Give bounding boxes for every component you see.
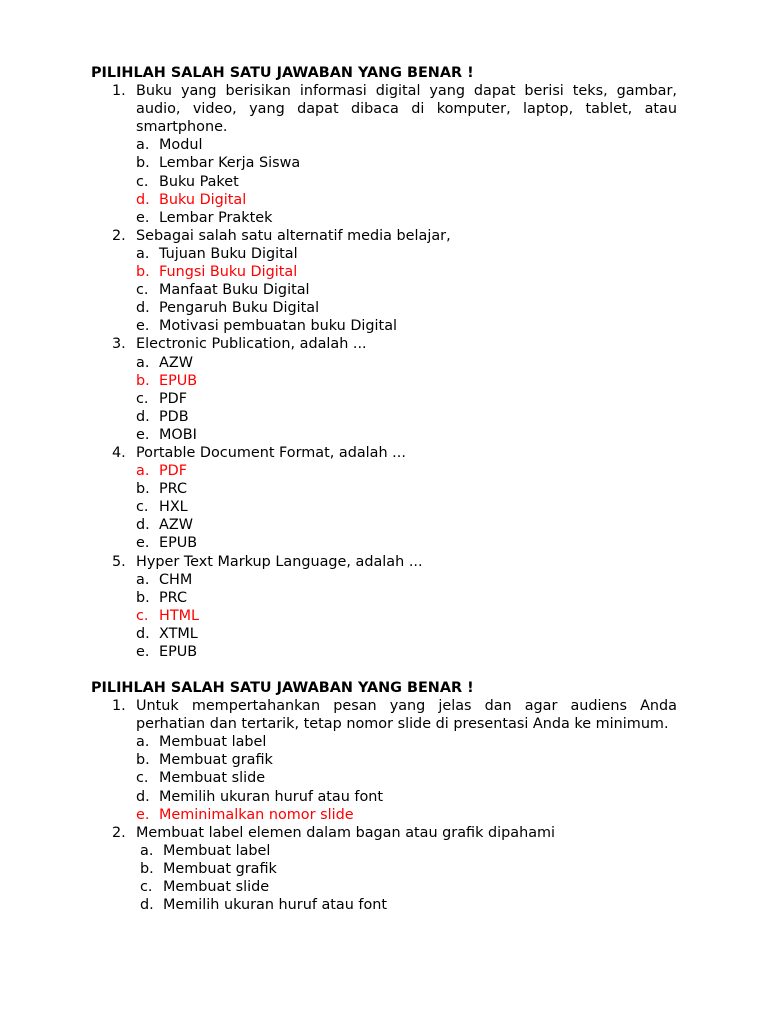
option-letter: d. bbox=[140, 897, 154, 914]
option-list bbox=[136, 462, 677, 552]
option-text: Motivasi pembuatan buku Digital bbox=[159, 318, 398, 335]
option-letter: d. bbox=[136, 408, 150, 425]
question-text: Electronic Publication, adalah ... bbox=[136, 336, 367, 353]
option-text: PRC bbox=[159, 481, 188, 498]
option-letter: c. bbox=[140, 879, 153, 896]
option-a bbox=[136, 245, 677, 263]
option-text: Manfaat Buku Digital bbox=[159, 282, 310, 299]
question-2 bbox=[91, 824, 677, 914]
option-letter: b. bbox=[136, 264, 150, 281]
option-letter: d. bbox=[136, 300, 150, 317]
option-d bbox=[136, 788, 677, 806]
option-letter: e. bbox=[136, 426, 150, 443]
question-1 bbox=[91, 697, 677, 824]
option-b bbox=[136, 480, 677, 498]
option-text: HTML bbox=[159, 607, 200, 624]
option-letter: d. bbox=[136, 191, 150, 208]
option-e bbox=[136, 317, 677, 335]
option-letter: a. bbox=[136, 137, 150, 154]
question-text: Sebagai salah satu alternatif media belajar, bbox=[136, 227, 451, 244]
option-text: Modul bbox=[159, 137, 203, 154]
option-b bbox=[140, 860, 677, 878]
option-letter: e. bbox=[136, 644, 150, 660]
option-list bbox=[136, 571, 677, 661]
option-text: Lembar Praktek bbox=[159, 209, 273, 226]
option-letter: b. bbox=[136, 372, 150, 389]
option-text: PDB bbox=[159, 408, 189, 425]
option-text: Buku Digital bbox=[159, 191, 247, 208]
question-text: Hyper Text Markup Language, adalah ... bbox=[136, 553, 423, 570]
option-letter: a. bbox=[136, 463, 150, 480]
option-letter: c. bbox=[136, 607, 149, 624]
option-text: Buku Paket bbox=[159, 173, 239, 190]
option-b bbox=[136, 372, 677, 390]
option-text: Meminimalkan nomor slide bbox=[159, 806, 354, 823]
option-c bbox=[136, 498, 677, 516]
question-number: 2. bbox=[112, 227, 126, 244]
question-text: Buku yang berisikan informasi digital yang dapat berisi teks, gambar, audio, video, yang dapat dibaca di komputer, laptop, tablet, atau smartphone. bbox=[136, 83, 677, 136]
option-e bbox=[136, 534, 677, 552]
option-b bbox=[136, 154, 677, 172]
option-letter: e. bbox=[136, 806, 150, 823]
option-text: Pengaruh Buku Digital bbox=[159, 300, 320, 317]
option-a bbox=[136, 733, 677, 751]
option-text: AZW bbox=[159, 354, 193, 371]
question-2 bbox=[91, 227, 677, 336]
question-text: Portable Document Format, adalah ... bbox=[136, 444, 406, 461]
option-text: PDF bbox=[159, 463, 188, 480]
option-text: PRC bbox=[159, 589, 188, 606]
option-d bbox=[136, 299, 677, 317]
question-number: 1. bbox=[112, 83, 126, 100]
option-a bbox=[136, 354, 677, 372]
option-text: XTML bbox=[159, 625, 198, 642]
option-letter: b. bbox=[140, 860, 154, 877]
option-letter: e. bbox=[136, 318, 150, 335]
option-letter: b. bbox=[136, 155, 150, 172]
option-text: Memilih ukuran huruf atau font bbox=[163, 897, 388, 914]
option-d bbox=[140, 896, 677, 914]
option-text: PDF bbox=[159, 390, 188, 407]
option-text: Lembar Kerja Siswa bbox=[159, 155, 301, 172]
option-e bbox=[136, 209, 677, 227]
option-letter: d. bbox=[136, 517, 150, 534]
option-letter: c. bbox=[136, 173, 149, 190]
option-text: EPUB bbox=[159, 535, 198, 552]
question-4 bbox=[91, 444, 677, 553]
question-text: Untuk mempertahankan pesan yang jelas dan agar audiens Anda perhatian dan tertarik, tetap nomor slide di presentasi Anda ke minimum. bbox=[136, 698, 677, 733]
question-number: 2. bbox=[112, 824, 126, 841]
option-e bbox=[136, 426, 677, 444]
option-a bbox=[140, 842, 677, 860]
option-letter: a. bbox=[136, 734, 150, 751]
option-letter: c. bbox=[136, 390, 149, 407]
option-text: AZW bbox=[159, 517, 193, 534]
option-b bbox=[136, 263, 677, 281]
option-c bbox=[136, 607, 677, 625]
option-letter: a. bbox=[136, 245, 150, 262]
section-title: PILIHLAH SALAH SATU JAWABAN YANG BENAR ! bbox=[91, 680, 474, 696]
question-number: 3. bbox=[112, 336, 126, 353]
option-letter: d. bbox=[136, 625, 150, 642]
question-1 bbox=[91, 82, 677, 227]
question-number: 1. bbox=[112, 698, 126, 715]
option-e bbox=[136, 806, 677, 824]
option-b bbox=[136, 751, 677, 769]
option-c bbox=[136, 281, 677, 299]
option-letter: c. bbox=[136, 770, 149, 787]
option-a bbox=[136, 136, 677, 154]
option-c bbox=[136, 173, 677, 191]
option-letter: a. bbox=[136, 571, 150, 588]
option-text: Memilih ukuran huruf atau font bbox=[159, 788, 384, 805]
quiz-section-1 bbox=[91, 64, 677, 661]
question-3 bbox=[91, 335, 677, 444]
option-letter: a. bbox=[136, 354, 150, 371]
option-list bbox=[136, 842, 677, 914]
option-letter: b. bbox=[136, 481, 150, 498]
option-text: MOBI bbox=[159, 426, 197, 443]
option-text: Membuat slide bbox=[159, 770, 266, 787]
option-d bbox=[136, 191, 677, 209]
option-text: Membuat label bbox=[159, 734, 267, 751]
option-text: HXL bbox=[159, 499, 188, 516]
option-list bbox=[136, 733, 677, 823]
option-text: Tujuan Buku Digital bbox=[159, 245, 298, 262]
option-c bbox=[140, 878, 677, 896]
option-letter: a. bbox=[140, 842, 154, 859]
option-text: Membuat grafik bbox=[159, 752, 273, 769]
option-d bbox=[136, 408, 677, 426]
option-e bbox=[136, 643, 677, 661]
section-title: PILIHLAH SALAH SATU JAWABAN YANG BENAR ! bbox=[91, 65, 474, 81]
quiz-section-2 bbox=[91, 679, 677, 914]
option-text: Fungsi Buku Digital bbox=[159, 264, 298, 281]
option-d bbox=[136, 625, 677, 643]
option-list bbox=[136, 136, 677, 226]
option-letter: e. bbox=[136, 535, 150, 552]
question-5 bbox=[91, 553, 677, 662]
option-list bbox=[136, 354, 677, 444]
question-number: 4. bbox=[112, 444, 126, 461]
option-c bbox=[136, 769, 677, 787]
option-c bbox=[136, 390, 677, 408]
option-text: EPUB bbox=[159, 372, 198, 389]
option-a bbox=[136, 462, 677, 480]
option-letter: b. bbox=[136, 589, 150, 606]
option-letter: c. bbox=[136, 499, 149, 516]
option-text: CHM bbox=[159, 571, 193, 588]
option-letter: c. bbox=[136, 282, 149, 299]
option-letter: d. bbox=[136, 788, 150, 805]
question-text: Membuat label elemen dalam bagan atau grafik dipahami bbox=[136, 824, 556, 841]
question-number: 5. bbox=[112, 553, 126, 570]
option-text: Membuat grafik bbox=[163, 860, 277, 877]
option-letter: b. bbox=[136, 752, 150, 769]
option-a bbox=[136, 571, 677, 589]
option-list bbox=[136, 245, 677, 335]
option-text: Membuat label bbox=[163, 842, 271, 859]
option-text: Membuat slide bbox=[163, 879, 270, 896]
option-b bbox=[136, 589, 677, 607]
option-text: EPUB bbox=[159, 644, 198, 660]
option-letter: e. bbox=[136, 209, 150, 226]
option-d bbox=[136, 516, 677, 534]
